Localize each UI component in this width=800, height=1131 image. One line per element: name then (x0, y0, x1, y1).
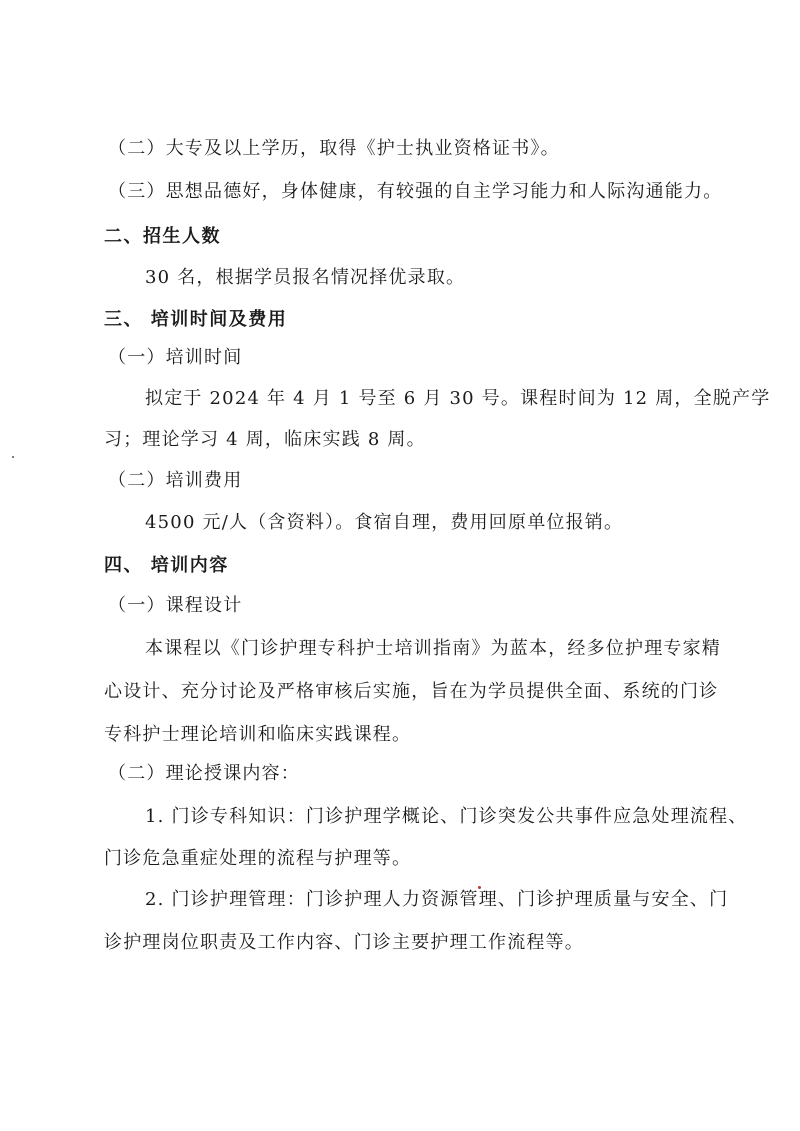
theory-item-1-line-1: 1. 门诊专科知识：门诊护理学概论、门诊突发公共事件应急处理流程、 (145, 806, 748, 827)
subsection-title-training-time: （一）培训时间 (108, 347, 243, 368)
theory-item-1-line-2: 门诊危急重症处理的流程与护理等。 (104, 848, 412, 869)
subsection-title-course-design: （一）课程设计 (108, 595, 243, 616)
training-time-line-1: 拟定于 2024 年 4 月 1 号至 6 月 30 号。课程时间为 12 周，全脱产学 (145, 388, 771, 409)
requirement-item-2: （二）大专及以上学历，取得《护士执业资格证书》。 (108, 138, 560, 159)
training-time-line-2: 习；理论学习 4 周，临床实践 8 周。 (104, 429, 426, 450)
course-design-line-3: 专科护士理论培训和临床实践课程。 (104, 724, 412, 745)
enrollment-text: 30 名，根据学员报名情况择优录取。 (145, 267, 466, 288)
section-heading-enrollment: 二、招生人数 (104, 226, 221, 247)
section-heading-time-fees: 三、 培训时间及费用 (104, 309, 288, 330)
requirement-item-3: （三）思想品德好，身体健康，有较强的自主学习能力和人际沟通能力。 (108, 181, 723, 202)
theory-item-2-line-1: 2. 门诊护理管理：门诊护理人力资源管理、门诊护理质量与安全、门 (145, 889, 729, 910)
subsection-title-training-fee: （二）培训费用 (108, 470, 243, 491)
subsection-title-theory: （二）理论授课内容： (108, 763, 300, 784)
section-heading-content: 四、 培训内容 (104, 555, 229, 576)
scan-speck (478, 886, 481, 889)
course-design-line-1: 本课程以《门诊护理专科护士培训指南》为蓝本，经多位护理专家精 (145, 638, 721, 659)
course-design-line-2: 心设计、充分讨论及严格审核后实施，旨在为学员提供全面、系统的门诊 (104, 681, 719, 702)
scan-speck (12, 456, 14, 458)
theory-item-2-line-2: 诊护理岗位职责及工作内容、门诊主要护理工作流程等。 (104, 932, 584, 953)
training-fee-text: 4500 元/人（含资料）。食宿自理，费用回原单位报销。 (145, 512, 624, 533)
